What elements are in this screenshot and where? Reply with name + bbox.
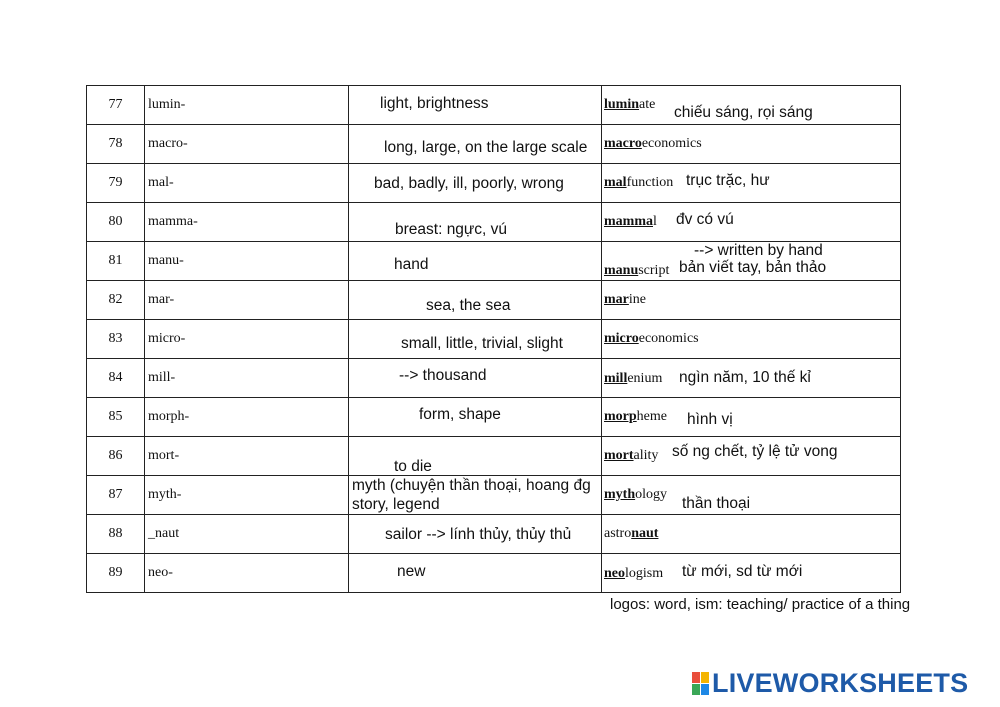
meaning-answer[interactable]: myth (chuyện thần thoại, hoang đg — [352, 477, 591, 494]
example-cell — [602, 242, 901, 281]
meaning-answer[interactable]: long, large, on the large scale — [384, 139, 588, 156]
example-word: malfunction — [604, 175, 674, 190]
example-cell — [602, 554, 901, 593]
meaning-answer[interactable]: bad, badly, ill, poorly, wrong — [374, 175, 564, 192]
meaning-cell — [349, 125, 602, 164]
example-word: marine — [604, 292, 646, 307]
translation-extra[interactable]: --> written by hand — [694, 242, 823, 259]
example-root: micro — [604, 331, 639, 346]
root-cell: manu- — [145, 242, 349, 281]
meaning-answer[interactable]: breast: ngực, vú — [395, 221, 508, 238]
meaning-cell — [349, 242, 602, 281]
example-cell — [602, 164, 901, 203]
translation-answer[interactable]: từ mới, sd từ mới — [682, 563, 803, 580]
example-root: macro — [604, 136, 642, 151]
example-word: astronaut — [604, 526, 659, 541]
meaning-cell — [349, 86, 602, 125]
table-row — [87, 164, 901, 203]
root-cell: _naut — [145, 515, 349, 554]
meaning-cell — [349, 476, 602, 515]
row-number: 84 — [87, 359, 145, 398]
meaning-cell — [349, 203, 602, 242]
example-cell — [602, 125, 901, 164]
meaning-answer[interactable]: to die — [394, 458, 432, 475]
meaning-cell — [349, 554, 602, 593]
row-number: 87 — [87, 476, 145, 515]
example-root: mamma — [604, 214, 653, 229]
example-cell — [602, 359, 901, 398]
meaning-cell — [349, 515, 602, 554]
root-cell: mill- — [145, 359, 349, 398]
example-root: morp — [604, 409, 637, 424]
example-word: luminate — [604, 97, 656, 112]
table-row — [87, 515, 901, 554]
example-word: millenium — [604, 371, 663, 386]
row-number: 85 — [87, 398, 145, 437]
example-word: morpheme — [604, 409, 667, 424]
root-cell: macro- — [145, 125, 349, 164]
table-row — [87, 242, 901, 281]
meaning-answer[interactable]: sea, the sea — [426, 297, 511, 314]
meaning-answer[interactable]: form, shape — [419, 406, 501, 423]
table-row — [87, 359, 901, 398]
root-cell: mar- — [145, 281, 349, 320]
example-cell — [602, 437, 901, 476]
translation-answer[interactable]: hình vị — [687, 411, 733, 428]
root-cell: mal- — [145, 164, 349, 203]
meaning-cell — [349, 320, 602, 359]
table-row — [87, 398, 901, 437]
table-row — [87, 554, 901, 593]
meaning-answer[interactable]: --> thousand — [399, 367, 487, 384]
example-root: mill — [604, 371, 628, 386]
table-row — [87, 437, 901, 476]
example-cell — [602, 515, 901, 554]
example-cell — [602, 398, 901, 437]
table-row — [87, 203, 901, 242]
root-cell: mort- — [145, 437, 349, 476]
root-cell: neo- — [145, 554, 349, 593]
example-word: mythology — [604, 487, 668, 502]
meaning-cell — [349, 359, 602, 398]
example-word: neologism — [604, 566, 664, 581]
meaning-answer[interactable]: small, little, trivial, slight — [401, 335, 563, 352]
meaning-cell — [349, 437, 602, 476]
footnote[interactable]: logos: word, ism: teaching/ practice of a thing — [610, 596, 911, 613]
example-word: mammal — [604, 214, 657, 229]
row-number: 79 — [87, 164, 145, 203]
logo-mark-icon — [692, 672, 709, 695]
translation-answer[interactable]: thần thoại — [682, 495, 751, 512]
table-row — [87, 281, 901, 320]
translation-answer[interactable]: bản viết tay, bản thảo — [679, 259, 827, 276]
example-word: mortality — [604, 448, 659, 463]
row-number: 78 — [87, 125, 145, 164]
meaning-answer[interactable]: new — [397, 563, 426, 580]
table-row — [87, 86, 901, 125]
liveworksheets-logo — [692, 668, 968, 698]
row-number: 77 — [87, 86, 145, 125]
example-root: neo — [604, 566, 625, 581]
translation-answer[interactable]: đv có vú — [676, 211, 734, 228]
meaning-cell — [349, 164, 602, 203]
meaning-answer[interactable]: sailor --> lính thủy, thủy thủ — [385, 526, 572, 543]
root-cell: micro- — [145, 320, 349, 359]
table-row — [87, 476, 901, 515]
meaning-answer[interactable]: hand — [394, 256, 429, 273]
root-cell: myth- — [145, 476, 349, 515]
row-number: 81 — [87, 242, 145, 281]
translation-answer[interactable]: chiếu sáng, rọi sáng — [674, 104, 813, 121]
row-number: 82 — [87, 281, 145, 320]
row-number: 86 — [87, 437, 145, 476]
example-root: mar — [604, 292, 629, 307]
example-root: naut — [631, 526, 659, 541]
example-cell — [602, 203, 901, 242]
example-cell — [602, 476, 901, 515]
table-row — [87, 125, 901, 164]
row-number: 83 — [87, 320, 145, 359]
translation-answer[interactable]: trục trặc, hư — [686, 172, 770, 189]
example-cell — [602, 281, 901, 320]
translation-answer[interactable]: ngìn năm, 10 thế kỉ — [679, 369, 811, 386]
example-word: microeconomics — [604, 331, 699, 346]
example-root: mal — [604, 175, 627, 190]
meaning-answer[interactable]: light, brightness — [380, 95, 489, 112]
example-word: macroeconomics — [604, 136, 702, 151]
example-word: manuscript — [604, 263, 670, 278]
root-cell: morph- — [145, 398, 349, 437]
meaning-cell — [349, 281, 602, 320]
example-cell — [602, 320, 901, 359]
example-root: mort — [604, 448, 634, 463]
row-number: 88 — [87, 515, 145, 554]
row-number: 80 — [87, 203, 145, 242]
example-root: myth — [604, 487, 636, 502]
meaning-cell — [349, 398, 602, 437]
table-row — [87, 320, 901, 359]
translation-answer[interactable]: số ng chết, tỷ lệ tử vong — [672, 443, 838, 460]
example-cell — [602, 86, 901, 125]
logo-text: LIVEWORKSHEETS — [712, 667, 969, 698]
root-cell: lumin- — [145, 86, 349, 125]
example-root: lumin — [604, 97, 640, 112]
example-root: manu — [604, 263, 639, 278]
meaning-answer-line2[interactable]: story, legend — [352, 496, 440, 513]
row-number: 89 — [87, 554, 145, 593]
root-cell: mamma- — [145, 203, 349, 242]
vocabulary-table — [86, 85, 901, 593]
